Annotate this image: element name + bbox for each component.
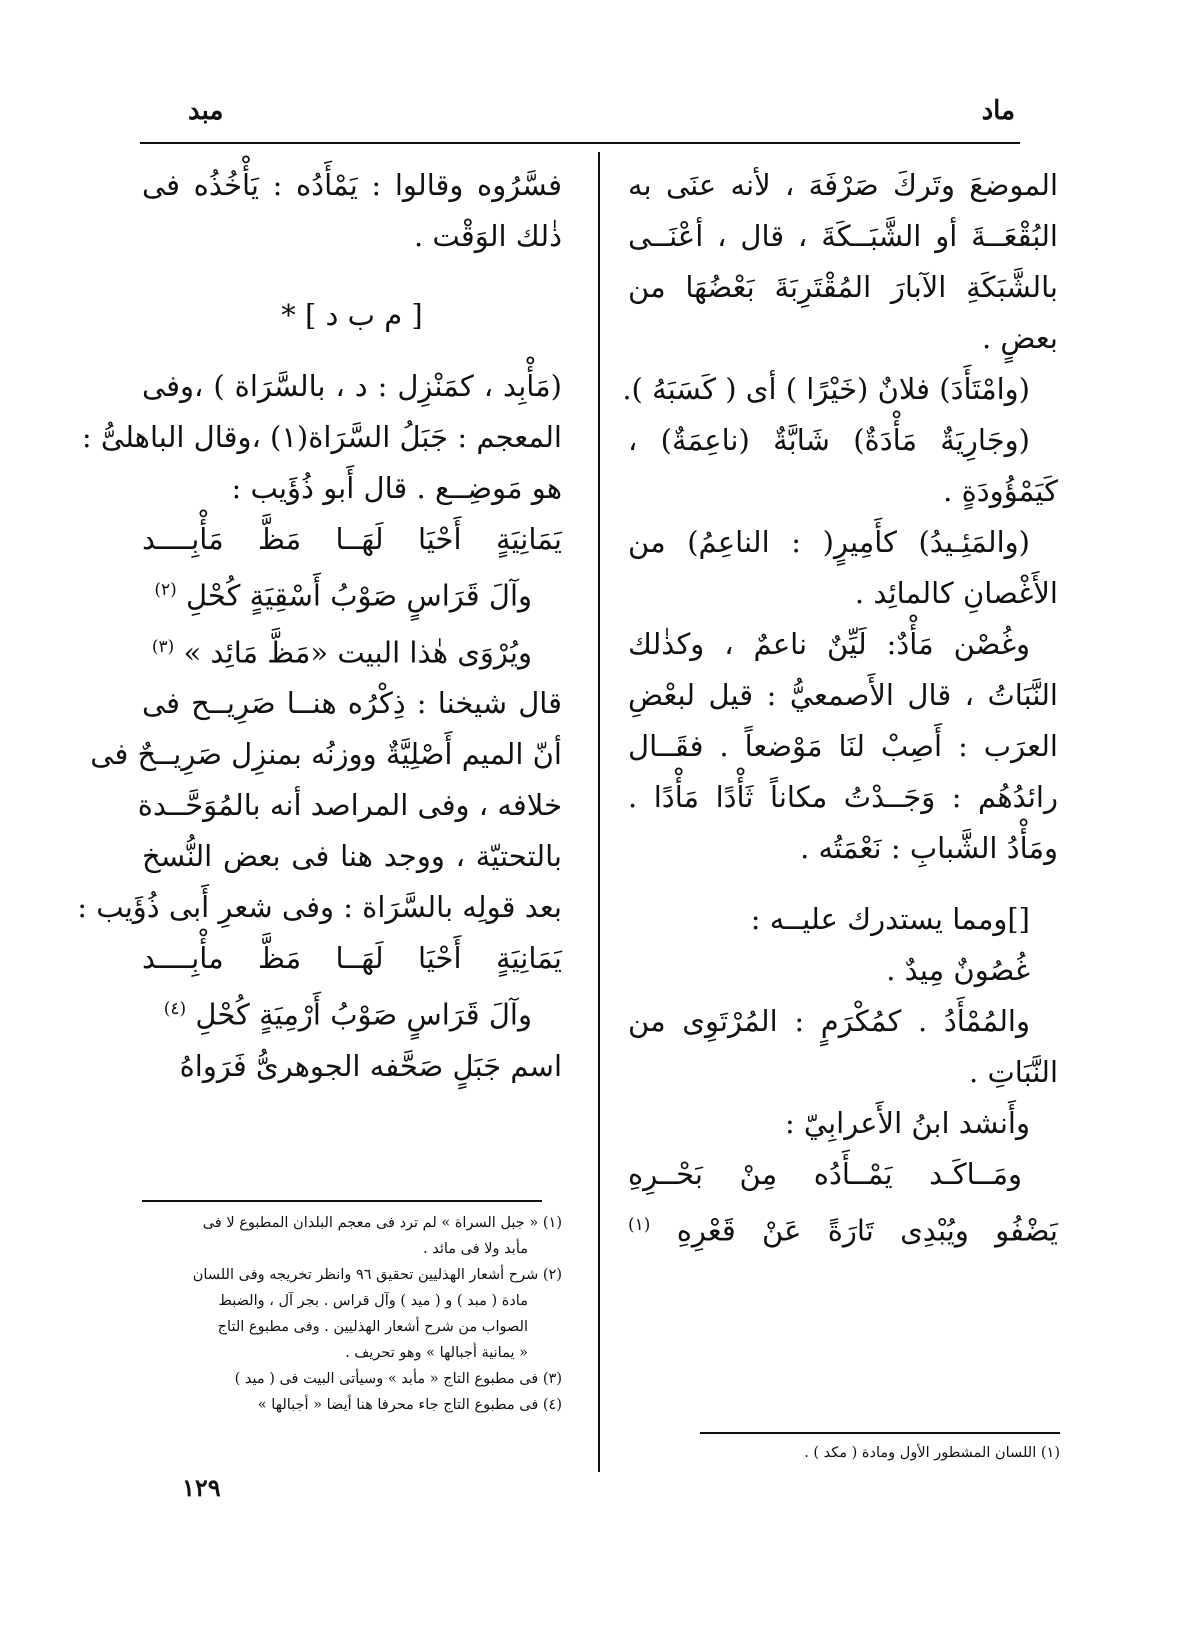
footnote-number: (٤) [542,1397,562,1413]
page-number: ١٢٩ [182,1473,221,1502]
text-line: بعد قولِه بالسَّرَاة : وفى شعرِ أَبى ذُؤَيب : [77,890,562,925]
footnote [690,1440,1060,1466]
text-line: بالشَّبَكَةِ الآبارَ المُقْتَرِبَةَ بَعْضُهَا من [628,270,1058,304]
footnote-continuation: الصواب من شرح أشعار الهذليين . وفى مطبوع التاج [217,1319,528,1335]
text-line: والمُمْأَدُ . كمُكْرَمٍ : المُرْتَوِى من [628,1004,1030,1038]
text-line: كَيَمْؤُودَةٍ . [943,474,1058,508]
text-line: العرَب : أَصِبْ لنَا مَوْضعاً . فقَــال [628,729,1058,763]
footnote-marker: (٤) [163,999,187,1020]
text-line: رائدُهُم : وَجَــدْتُ مكاناً ثَأْدًا مَأْدًا . [628,780,1058,814]
text-line: (والمَئِـيدُ) كأَمِيرٍ( : الناعِمُ) من [628,525,1030,559]
footnote-text: فى مطبوع التاج جاء محرفا هنا أيضا « أجبالها » [257,1397,539,1413]
text-line: []ومما يستدرك عليــه : [750,902,1030,936]
verse-line [142,984,562,1041]
footnote-rule-right [700,1432,1060,1434]
footnote-number: (٣) [542,1371,562,1387]
verse-text: وآلَ قَرَاسٍ صَوْبُ أَرْمِيَةٍ كُحْلِ [195,997,532,1032]
text-line: (وامْتَأَدَ) فلانٌ (خَيْرًا ) أى ( كَسَبَهُ ). [622,372,1030,406]
verse-line [628,1200,1058,1257]
spacer [142,341,562,361]
text-line: فسَّرُوه وقالوا : يَمْأَدُه : يَأْخُذُه فى [142,168,562,202]
text-line: (وجَارِيَةٌ مَأْدَةٌ) شَابَّةٌ (ناعِمَةٌ) ، [628,423,1030,457]
footnote-text: « جبل السراة » لم ترد فى معجم البلدان المطبوع لا فى [202,1215,539,1231]
verse-line: يَمَانِيَةٍ أَحْيَا لَهَــا مَظَّ مَأْبِــــد [142,522,562,556]
verse-text: وآلَ قَرَاسٍ صَوْبُ أَسْقِيَةٍ كُحْلِ [185,578,532,613]
footnote-marker: (١) [628,1215,651,1235]
verse-line: ومَــاكَـد يَمْــأَدُه مِنْ بَحْــرِهِ [628,1157,1022,1191]
text-line: قال شيخنا : ذِكْرُه هنــا صَرِيــح فى [142,686,562,721]
text-line: ذٰلك الوَقْت . [413,219,562,253]
column-divider [598,152,600,1472]
spacer [142,262,562,290]
verse-text: ويُرْوَى هٰذا البيت «مَظَّ مَائِد » [183,635,532,670]
text-line: المعجم : جَبَلُ السَّرَاة(١) ،وقال الباهلىُّ : [81,420,562,454]
text-line: (مَأْبِد ، كمَنْزِل : د ، بالسَّرَاة ) ،وفى [142,369,562,403]
verse-text: يَضْفُو ويُبْدِى تَارَةً عَنْ قَعْرِهِ [676,1213,1059,1248]
root-heading: [ م ب د ] * [281,298,423,332]
footnote-text: شرح أشعار الهذليين تحقيق ٩٦ وانظر تخريجه وفى اللسان [192,1267,539,1283]
footnote [142,1366,562,1392]
footnote-continuation: مادة ( مبد ) و ( ميد ) وآل قراس . بجر آل ، والضبط [218,1293,528,1309]
header-root-right: ماد [981,96,1015,126]
text-line: بعضٍ . [981,321,1058,355]
text-line: خلافه ، وفى المراصد أنه بالمُوَحَّــدة [137,788,562,823]
footnote-rule-left [142,1200,542,1202]
text-line: الموضعَ وتَركَ صَرْفَهَ ، لأنه عنَى به [628,168,1058,202]
header-rule [140,142,1020,144]
text-line [142,622,562,679]
right-column [622,160,1059,1257]
text-line: هو مَوضِــع . قال أَبو ذُؤَيب : [231,471,562,505]
footnote-text: فى مطبوع التاج « مأبد » وسيأتى البيت فى ( ميد ) [234,1371,539,1387]
left-column [77,160,562,1092]
spacer [628,874,1058,894]
verse-line [142,565,562,622]
footnote-number: (٢) [542,1267,562,1283]
footnote [142,1210,562,1236]
footnote [142,1262,562,1288]
text-line: غُصُونٌ مِيدٌ . [886,953,1030,987]
text-line: بالتحتيّة ، ووجد هنا فى بعض النُّسخ [142,839,562,874]
text-line: وأَنشد ابنُ الأَعرابِيّ : [784,1106,1030,1140]
text-line: ومَأْدُ الشَّبابِ : نَعْمَتُه . [800,831,1058,865]
footnote-number: (١) [1040,1445,1060,1461]
footnotes-left [142,1210,562,1418]
text-line: أنّ الميم أَصْلِيَّةٌ ووزنُه بمنزِل صَرِيــحٌ فى [90,737,562,772]
footnote-number: (١) [542,1215,562,1231]
verse-line: يَمَانِيَةٍ أَحْيَا لَهَــا مَظَّ مأْبِــــد [142,941,562,976]
footnotes-right [690,1440,1060,1466]
text-line: البُقْعَــةَ أو الشَّبَــكَةَ ، قال ، أعْنَــى [628,219,1058,253]
footnote-marker: (٢) [154,580,177,600]
footnote-continuation: « يمانية أجبالها » وهو تحريف . [345,1345,528,1361]
text-line: النَّبَاتِ . [969,1055,1058,1089]
footnote-continuation: مأبد ولا فى مائد . [423,1241,528,1257]
footnote [142,1392,562,1418]
text-line: اسم جَبَلٍ صَحَّفه الجوهرىُّ فَرَواهُ [179,1048,562,1083]
footnote-marker: (٣) [151,636,175,657]
text-line: الأَغْصانِ كالمائِد . [854,576,1058,610]
text-line: النَّبَاتُ ، قال الأَصمعيُّ : قيل لبعْضِ [628,678,1058,712]
text-line: وغُصْن مَأْدٌ: لَيِّنٌ ناعمٌ ، وكذٰلك [628,627,1030,661]
header-root-left: مبد [188,96,224,126]
footnote-text: اللسان المشطور الأول ومادة ( مكد ) . [804,1445,1037,1461]
